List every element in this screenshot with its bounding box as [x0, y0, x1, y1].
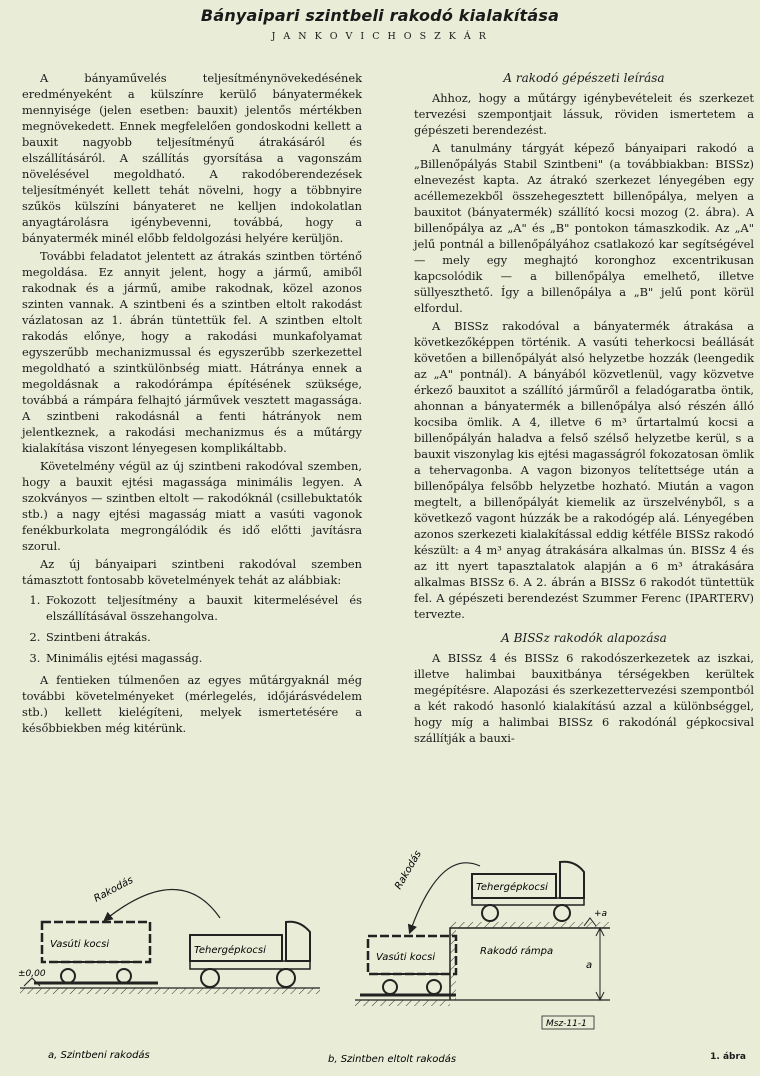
figure-number: 1. ábra [710, 1052, 746, 1062]
vasuti-kocsi-label-a: Vasúti kocsi [50, 939, 110, 950]
left-paragraph-2: További feladatot jelentett az átrakás szintben történő megoldása. Ez annyit jelent, hogy a jármű, amiből rakodnak és a jármű, amibe rakodnak, közel azonos szinten vannak. A szintbeni és a szintben eltolt rakodást vázlatosan az 1. ábrán tüntettük fel. A szintben eltolt rakodás előnye, hogy a rakodási munkafolyamat egyszerűbb mechanizmussal és egyszerűbb szerkezettel megoldható a szintkülönbség miatt. Hátránya ennek a megoldásnak a rakodórámpa építésének szüksége, továbbá a rámpára felhajtó járművek vesztett magassága. A szintbeni rakodásnál a fenti hátrányok nem jelentkeznek, a rakodási mechanizmus és a műtárgy kialakítása viszont lényegesen komplikáltabb. [22, 249, 362, 455]
caption-a: a, Szintbeni rakodás [48, 1050, 150, 1061]
left-paragraph-1: A bányaművelés teljesítménynövekedésének eredményeként a külszínre kerülő bányatermékek mennyisége (jelen esetben: bauxit) jelentős mértékben megnövekedett. Ennek megfelelően gondoskodni kellett a bauxit nagyobb teljesítményű átrakásáról és elszállításáról. A szállítás gyorsítása a vagonszám növelésével megoldható. A rakodóberendezések teljesítményét kellett tehát növelni, hogy a többnyire szűkös külszíni bányateret ne kelljen indokolatlan anyagtárolásra igénybevenni, továbbá, hogy a bányatermék minél előbb feldolgozási helyére kerüljön. [22, 71, 362, 245]
subfigure-b [328, 850, 610, 1065]
right-paragraph-1: Ahhoz, hogy a műtárgy igénybevételeit és szerkezet tervezési szempontjait lássuk, röviden ismertetem a gépészeti berendezést. [414, 91, 754, 137]
right-paragraph-3: A BISSz rakodóval a bányatermék átrakása a következőképpen történik. A vasúti teherkocsi beállását követően a billenőpályát alsó helyzetbe hozzák (leengedik az „A" pontnál). A bányából közvetlenül, vagy közvetve érkező bauxitot a szállító járműről a feladógaratba öntik, ahonnan a bányatermék a billenőpálya alsó részén álló kocsiba ömlik. A 4, illetve 6 m³ űrtartalmú kocsi a billenőpályán haladva a felső szélső helyzetbe kerül, s a bauxit viszonylag kis ejtési magasságról fokozatosan ömlik a tehervagonba. A vagon bizonyos telítettsége után a billenőpálya felsőbb helyzetbe hozható. Miután a vagon megtelt, a billenőpályát kiemelik az ürszelvényből, s a következő vagont húzzák be a rakodógép alá. Lényegében azonos szerkezeti kialakítással eddig kétféle BISSz rakodó készült: a 4 m³ anyag átrakására alkalmas ún. BISSz 4 és az itt nyert tapasztalatok alapján a 6 m³ átrakására alkalmas BISSz 6. A 2. ábrán a BISSz 6 rakodót tüntettük fel. A gépészeti berendezést Szummer Ferenc (IPARTERV) tervezte. [414, 319, 754, 621]
article-title: Bányaipari szintbeli rakodó kialakítása [200, 6, 560, 25]
section-heading-foundation: A BISSz rakodók alapozása [501, 631, 667, 645]
vasuti-kocsi-label-b: Vasúti kocsi [376, 952, 436, 963]
level-label: ±0,00 [18, 969, 46, 979]
left-paragraph-4: Az új bányaipari szintbeni rakodóval szemben támasztott fontosabb követelmények tehát az alábbiak: [22, 557, 362, 587]
left-column [22, 70, 362, 738]
article-author: J A N K O V I C H O S Z K Á R [271, 31, 489, 42]
left-paragraph-closing: A fentieken túlmenően az egyes műtárgyaknál még további követelményeket (mérlegelés, időjárásvédelem stb.) kellett kielégíteni, melyek ismertetésére a későbbiekben még kitérünk. [22, 673, 362, 735]
right-column [414, 70, 754, 748]
caption-b: b, Szintben eltolt rakodás [328, 1054, 457, 1065]
plus-a-label: +a [594, 909, 608, 919]
figure-1 [10, 850, 750, 1065]
subfigure-a [18, 874, 320, 1061]
rakodo-rampa-label: Rakodó rámpa [480, 946, 554, 957]
rakodas-label-a: Rakodás [92, 874, 136, 905]
requirements-list [22, 592, 362, 666]
list-item: 3. Minimális ejtési magasság. [44, 650, 362, 666]
msz-label: Msz-11-1 [546, 1019, 587, 1029]
rakodas-label-b: Rakodás [393, 850, 424, 892]
section-heading-mechanical: A rakodó gépészeti leírása [503, 71, 665, 85]
list-item: 2. Szintbeni átrakás. [44, 629, 362, 645]
tehergepkocsi-label-a: Tehergépkocsi [194, 945, 266, 956]
right-paragraph-4: A BISSz 4 és BISSz 6 rakodószerkezetek az iszkai, illetve halimbai bauxitbánya térségekben kerültek megépítésre. Alapozási és szerkezettervezési szempontból a két rakodó hasonló kialakítású azzal a különbséggel, hogy míg a halimbai BISSz 6 rakodónál gépkocsival szállítják a bauxi- [414, 651, 754, 745]
a-dimension-label: a [586, 960, 593, 971]
figure-drawing [10, 850, 750, 1065]
right-paragraph-2: A tanulmány tárgyát képező bányaipari rakodó a „Billenőpályás Stabil Szintbeni" (a továbbiakban: BISSz) elnevezést kapta. Az átrakó szerkezet lényegében egy acéllemezekből összehegesztett billenőpálya, melyen a bauxitot (bányatermék) szállító kocsi mozog (2. ábra). A billenőpálya az „A" és „B" pontokon támaszkodik. Az „A" jelű pontnál a billenőpályához csatlakozó kar segítségével — mely egy meghajtó koronghoz excentrikusan kapcsolódik — a billenőpálya emelhető, illetve süllyeszthető. Így a billenőpálya a „B" jelű pont körül elfordul. [414, 141, 754, 315]
list-item: 1. Fokozott teljesítmény a bauxit kitermelésével és elszállításával összehangolva. [44, 592, 362, 624]
tehergepkocsi-label-b: Tehergépkocsi [476, 882, 548, 893]
left-paragraph-3: Követelmény végül az új szintbeni rakodóval szemben, hogy a bauxit ejtési magassága minimális legyen. A szokványos — szintben eltolt — rakodóknál (csillebuktatók stb.) a nagy ejtési magasság miatt a vasúti vagonok fenékburkolata megrongálódik és idő előtti javításra szorul. [22, 459, 362, 553]
